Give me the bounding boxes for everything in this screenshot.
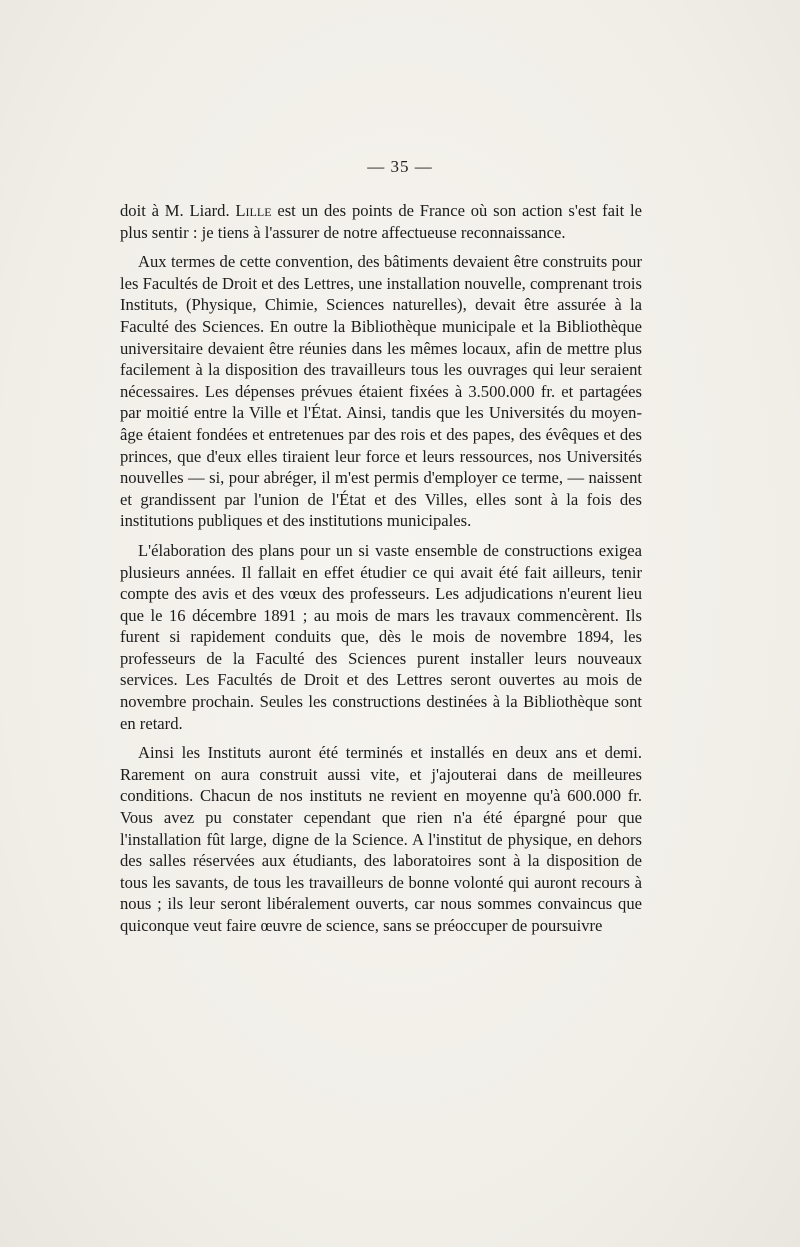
body-text <box>120 200 642 945</box>
city-name-smallcaps: Lille <box>235 201 272 220</box>
page-number: — 35 — <box>367 157 433 176</box>
paragraph-4: Ainsi les Instituts auront été terminés et installés en deux ans et demi. Rarement on aura construit aussi vite, et j'ajouterai dans de meilleures conditions. Chacun de nos instituts ne revient en moyenne qu'à 600.000 fr. Vous avez pu constater cependant que rien n'a été épargné pour que l'installation fût large, digne de la Science. A l'institut de physique, en dehors des salles réservées aux étudiants, des laboratoires sont à la disposition de tous les savants, de tous les travailleurs de bonne volonté qui auront recours à nous ; ils leur seront libéralement ouverts, car nous sommes convaincus que quiconque veut faire œuvre de science, sans se préoccuper de poursuivre <box>120 743 642 935</box>
paragraph-1 <box>120 200 642 243</box>
paragraph-2: Aux termes de cette convention, des bâtiments devaient être construits pour les Facultés de Droit et des Lettres, une installation nouvelle, comprenant trois Instituts, (Physique, Chimie, Sciences naturelles), devait être assurée à la Faculté des Sciences. En outre la Bibliothèque municipale et la Bibliothèque universitaire devaient être réunies dans les mêmes locaux, afin de mettre plus facilement à la disposition des travailleurs tous les ouvrages qui leur seraient nécessaires. Les dépenses prévues étaient fixées à 3.500.000 fr. et partagées par moitié entre la Ville et l'État. Ainsi, tandis que les Universités du moyen-âge étaient fondées et entretenues par des rois et des papes, des évêques et des princes, que d'eux elles tiraient leur force et leurs ressources, nos Universités nouvelles — si, pour abréger, il m'est permis d'employer ce terme, — naissent et grandissent par l'union de l'État et des Villes, elles sont à la fois des institutions publiques et des institutions municipales. <box>120 252 642 531</box>
paragraph-1-end: est un des points de France où son action s'est fait le plus sentir : je tiens à l'assurer de notre affectueuse reconnaissance. <box>120 201 642 242</box>
paragraph-1-start: doit à M. Liard. <box>120 201 236 220</box>
paragraph-3: L'élaboration des plans pour un si vaste ensemble de constructions exigea plusieurs années. Il fallait en effet étudier ce qui avait été fait ailleurs, tenir compte des avis et des vœux des professeurs. Les adjudications n'eurent lieu que le 16 décembre 1891 ; au mois de mars les travaux commencèrent. Ils furent si rapidement conduits que, dès le mois de novembre 1894, les professeurs de la Faculté des Sciences purent installer leurs nouveaux services. Les Facultés de Droit et des Lettres seront ouvertes au mois de novembre prochain. Seules les constructions destinées à la Bibliothèque sont en retard. <box>120 540 642 733</box>
